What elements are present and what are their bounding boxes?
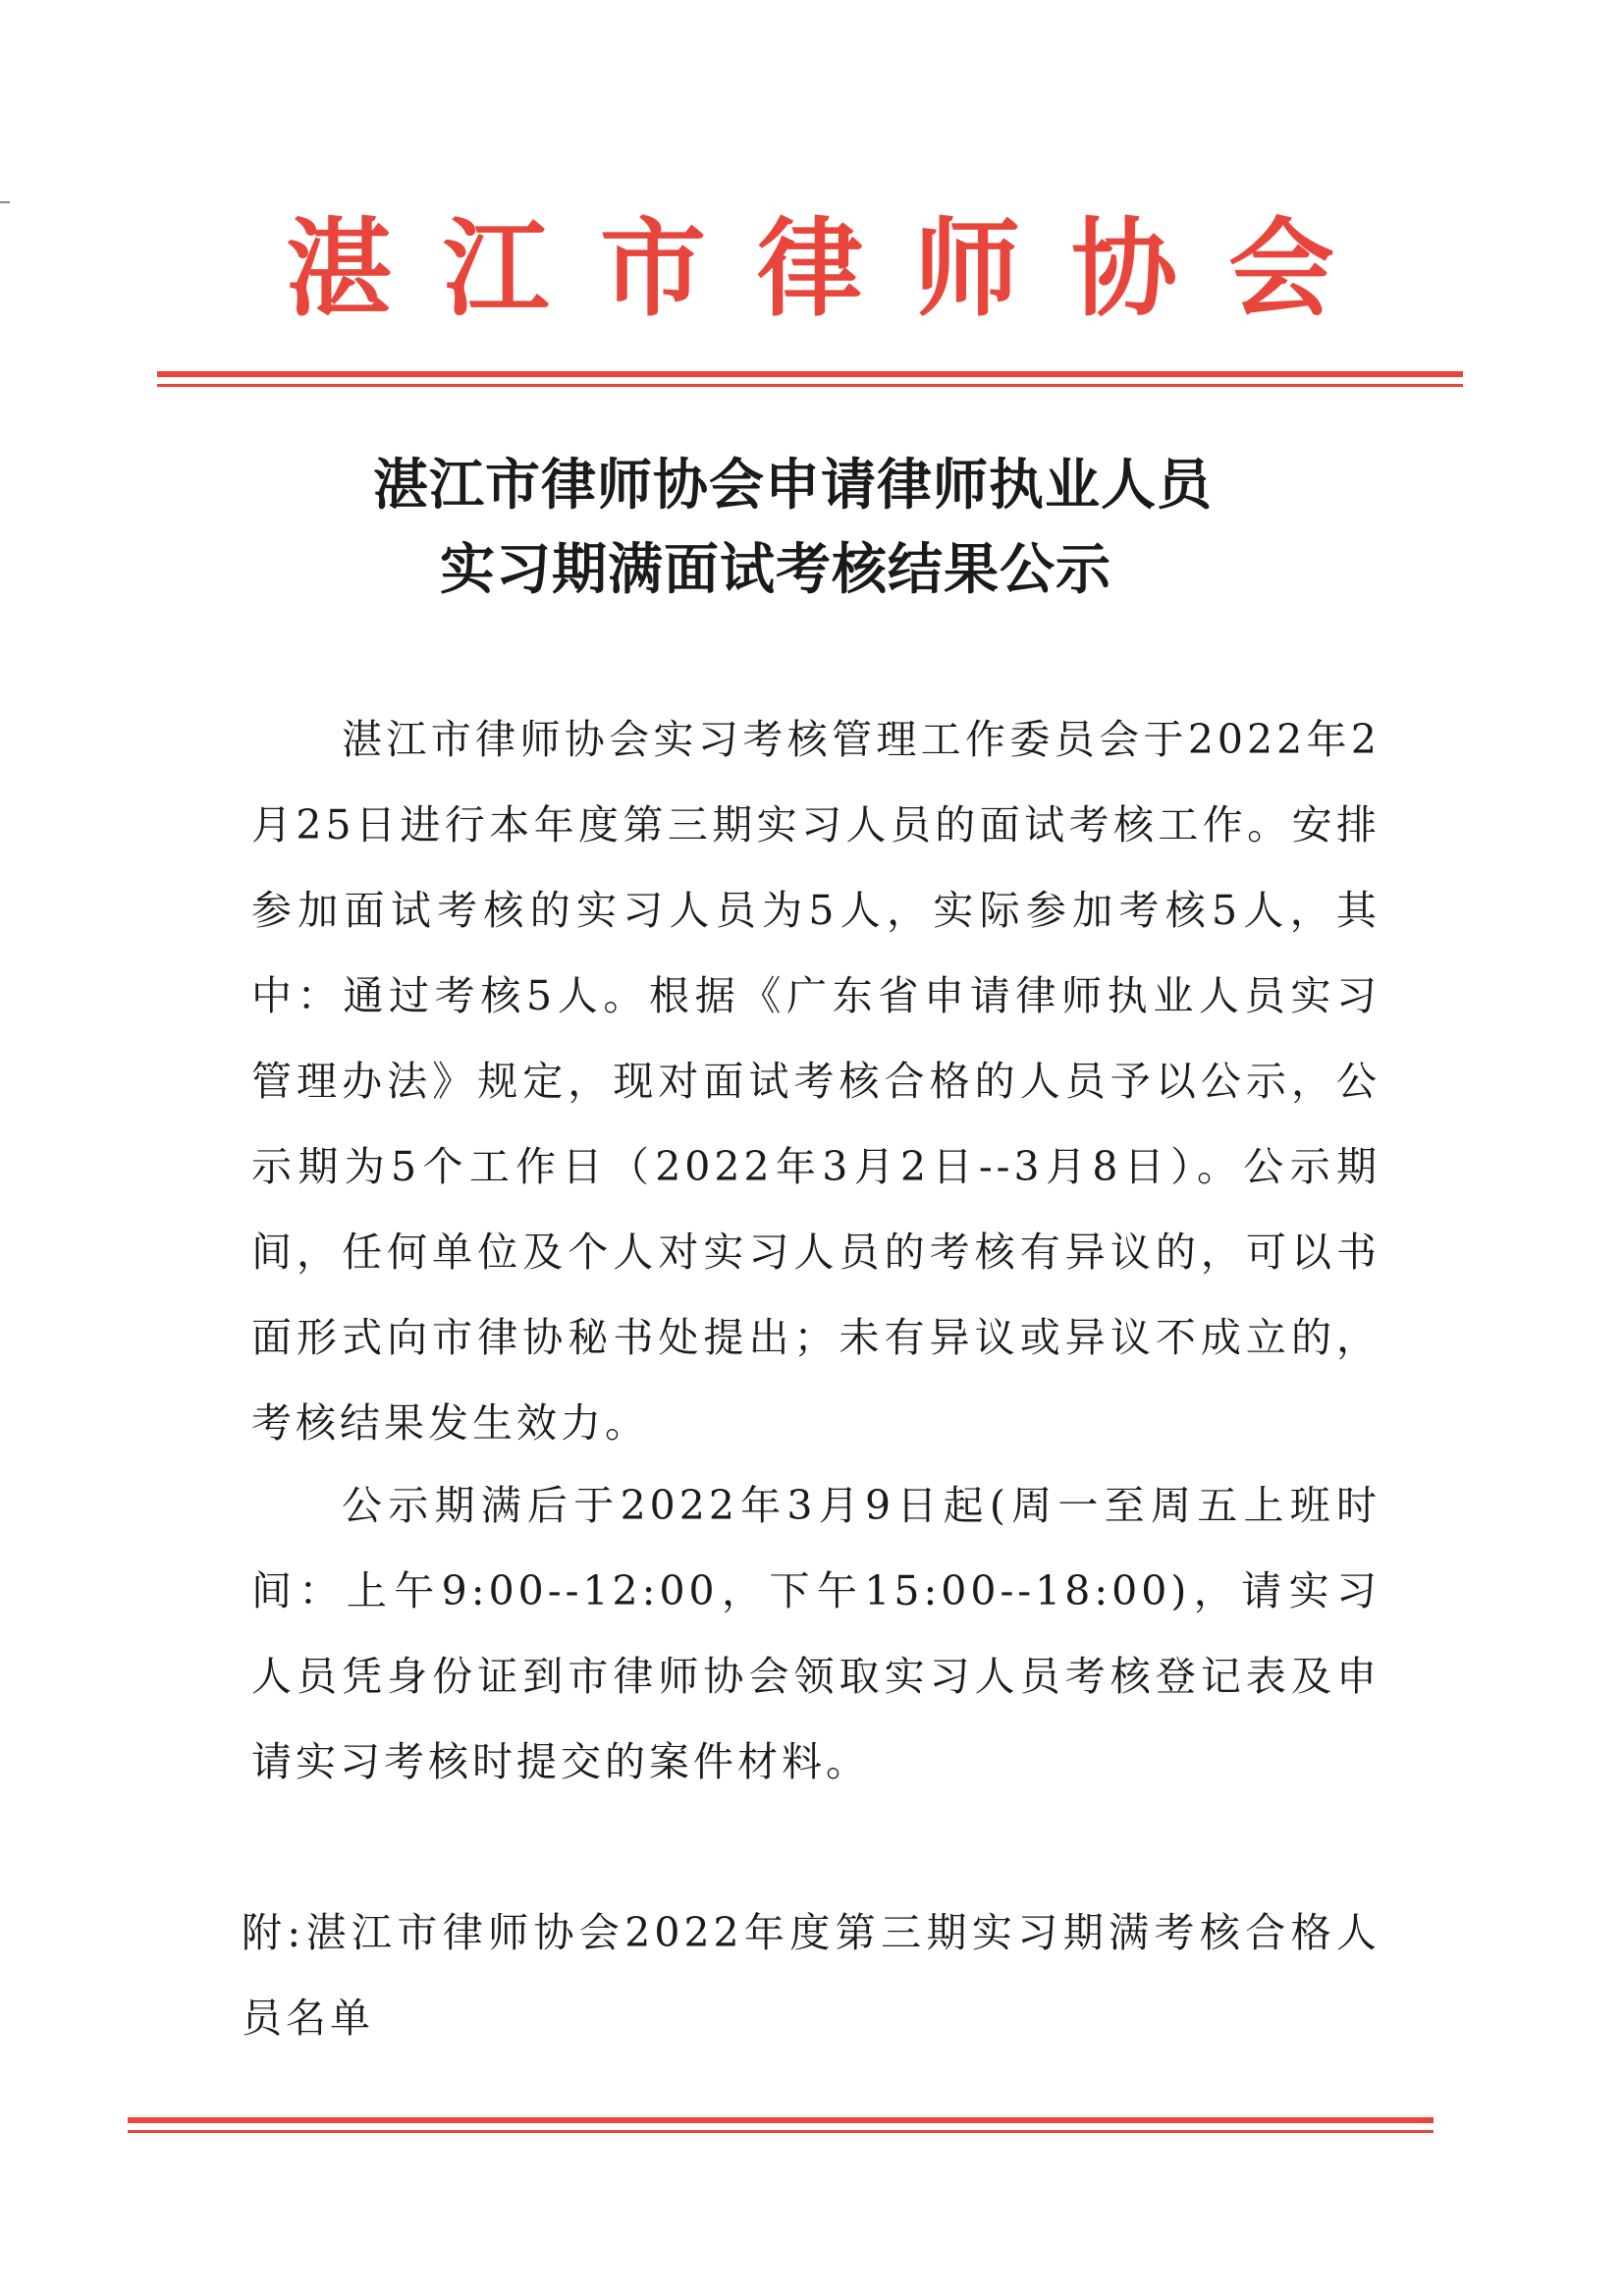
body-paragraph-1: 湛江市律师协会实习考核管理工作委员会于2022年2月25日进行本年度第三期实习人员的面试考核工作。安排参加面试考核的实习人员为5人，实际参加考核5人，其中：通过考核5人。根据《广东省申请律师执业人员实习管理办法》规定，现对面试考核合格的人员予以公示，公示期为5个工作日（2022年3月2日--3月8日）。公示期间，任何单位及个人对实习人员的考核有异议的，可以书面形式向市律协秘书处提出；未有异议或异议不成立的，考核结果发生效力。 bbox=[251, 716, 1380, 1447]
letterhead-org-name: 湛江市律师协会 bbox=[285, 208, 1385, 331]
document-title bbox=[275, 444, 1355, 613]
body-paragraph-2: 公示期满后于2022年3月9日起(周一至周五上班时间：上午9:00--12:00，下午15:00--18:00)，请实习人员凭身份证到市律师协会领取实习人员考核登记表及申请实习考核时提交的案件材料。 bbox=[251, 1482, 1380, 1785]
footer-rule-thick bbox=[128, 2117, 1434, 2123]
scan-edge-mark bbox=[0, 201, 10, 203]
title-line-1: 湛江市律师协会申请律师执业人员 bbox=[373, 454, 1213, 518]
letterhead-rule-thick bbox=[157, 371, 1463, 377]
letterhead-rule-thin bbox=[157, 384, 1463, 387]
title-line-2: 实习期满面试考核结果公示 bbox=[440, 538, 1111, 602]
footer-rule-thin bbox=[128, 2130, 1434, 2133]
attachment-note: 附:湛江市律师协会2022年度第三期实习期满考核合格人员名单 bbox=[242, 1909, 1380, 2042]
